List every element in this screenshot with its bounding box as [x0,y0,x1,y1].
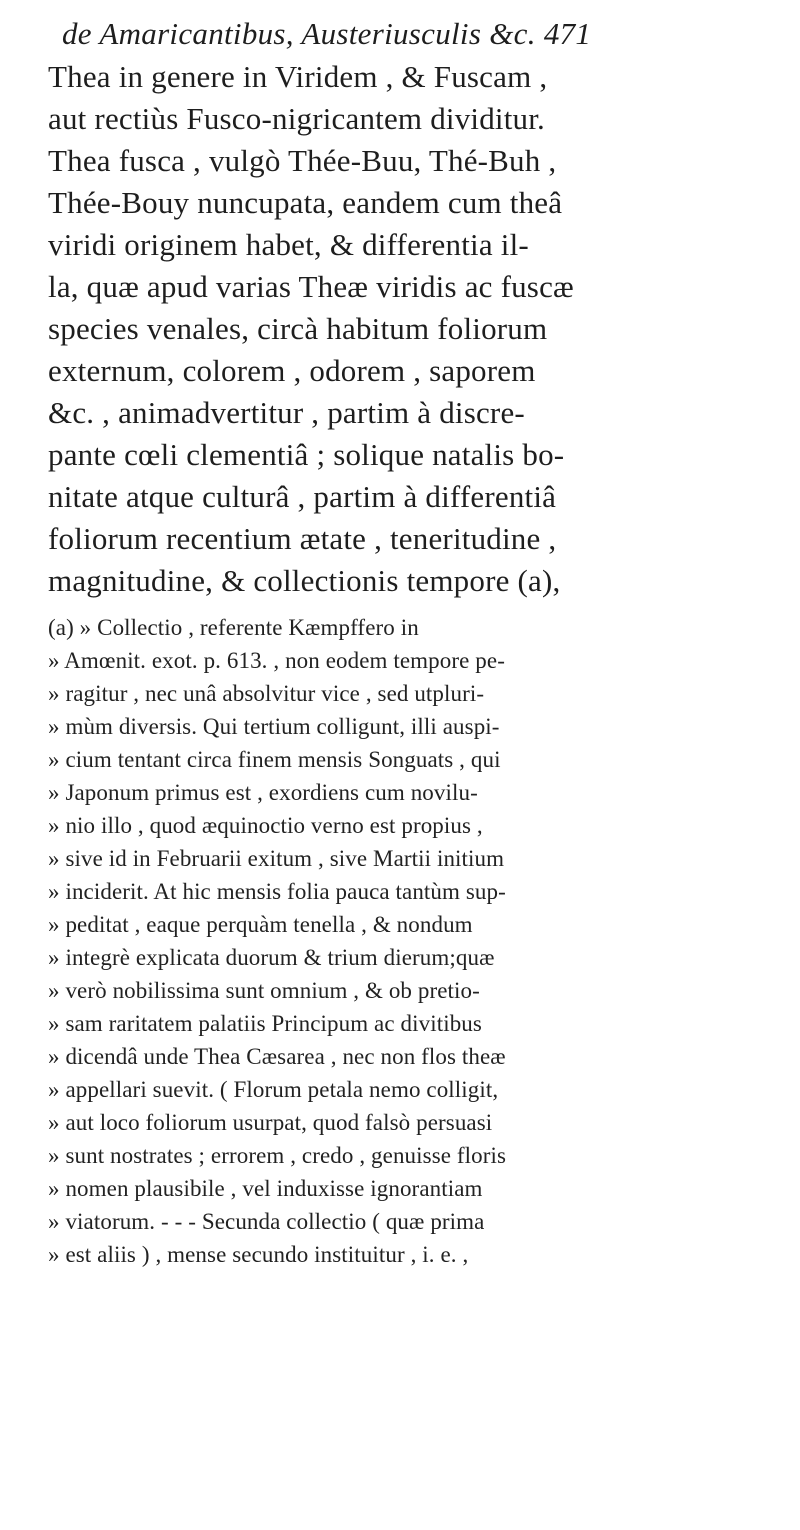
footnote-line: » nio illo , quod æquinoctio verno est propius , [48,813,483,838]
footnote-line: » cium tentant circa finem mensis Songuats , qui [48,747,501,772]
body-line: Thée-Bouy nuncupata, eandem cum theâ [48,185,563,220]
running-header: de Amaricantibus, Austeriusculis &c. 471 [62,16,592,51]
footnote-line: » dicendâ unde Thea Cæsarea , nec non flos theæ [48,1044,506,1069]
footnote-line: » nomen plausibile , vel induxisse ignorantiam [48,1176,483,1201]
footnote-line: (a) » Collectio , referente Kæmpffero in [48,615,419,640]
footnote-line: » aut loco foliorum usurpat, quod falsò persuasi [48,1110,493,1135]
body-line: externum, colorem , odorem , saporem [48,353,536,388]
body-line: aut rectiùs Fusco-nigricantem dividitur. [48,101,546,136]
footnote-line: » Japonum primus est , exordiens cum novilu- [48,780,478,805]
footnote-line: » est aliis ) , mense secundo instituitur , i. e. , [48,1242,469,1267]
footnote-line: » verò nobilissima sunt omnium , & ob pretio- [48,978,480,1003]
footnote-line: » sam raritatem palatiis Principum ac divitibus [48,1011,482,1036]
body-line: species venales, circà habitum foliorum [48,311,548,346]
footnote-line: » peditat , eaque perquàm tenella , & nondum [48,912,473,937]
footnote-line: » inciderit. At hic mensis folia pauca tantùm sup- [48,879,506,904]
footnote-line: » integrè explicata duorum & trium dierum;quæ [48,945,495,970]
footnote-line: » mùm diversis. Qui tertium colligunt, illi auspi- [48,714,500,739]
body-line: foliorum recentium ætate , teneritudine , [48,521,557,556]
footnote-line: » sunt nostrates ; errorem , credo , genuisse floris [48,1143,507,1168]
footnote-line: » viatorum. - - - Secunda collectio ( quæ prima [48,1209,485,1234]
body-line: &c. , animadvertitur , partim à discre- [48,395,525,430]
body-line: la, quæ apud varias Theæ viridis ac fuscæ [48,269,574,304]
body-line: viridi originem habet, & differentia il- [48,227,529,262]
body-line: pante cœli clementiâ ; solique natalis bo- [48,437,565,472]
body-line: nitate atque culturâ , partim à differentiâ [48,479,557,514]
body-line: magnitudine, & collectionis tempore (a), [48,563,561,598]
body-line: Thea in genere in Viridem , & Fuscam , [48,59,548,94]
footnote-line: » appellari suevit. ( Florum petala nemo colligit, [48,1077,499,1102]
body-line: Thea fusca , vulgò Thée-Buu, Thé-Buh , [48,143,557,178]
footnote-line: » Amœnit. exot. p. 613. , non eodem tempore pe- [48,648,505,673]
footnote-line: » ragitur , nec unâ absolvitur vice , sed utpluri- [48,681,485,706]
footnote-line: » sive id in Februarii exitum , sive Martii initium [48,846,505,871]
